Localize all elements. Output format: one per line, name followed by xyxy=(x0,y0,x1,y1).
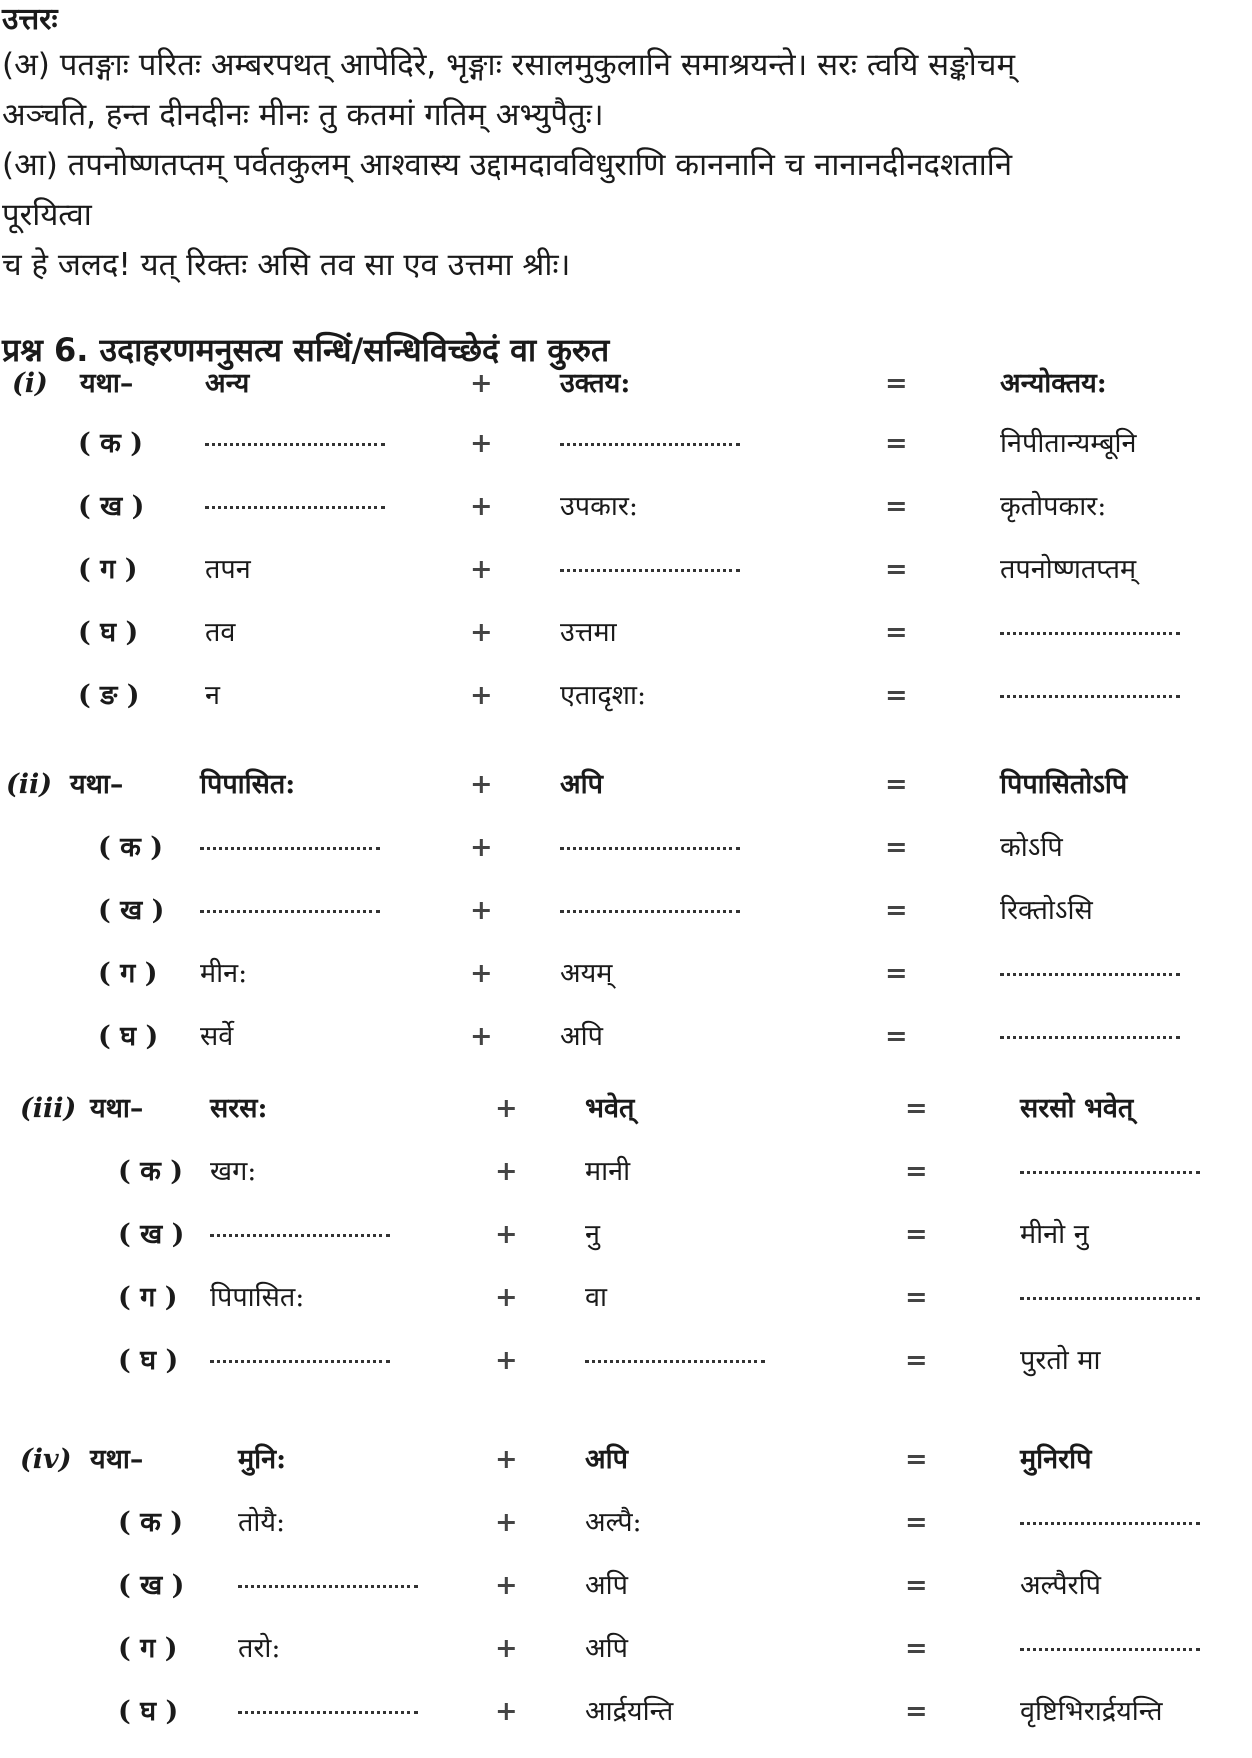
exercise-row xyxy=(0,1142,1252,1202)
example-row xyxy=(0,1430,1252,1490)
plus-sign: + xyxy=(495,1093,518,1124)
plus-sign: + xyxy=(470,491,493,522)
dotted-line xyxy=(560,569,740,572)
example-label: यथा– xyxy=(70,769,124,800)
term-a: सरस: xyxy=(210,1093,268,1124)
dotted-line xyxy=(1000,695,1180,698)
equals-sign: = xyxy=(905,1633,928,1664)
result: पिपासितोऽपि xyxy=(1000,769,1128,800)
row-label: ( क ) xyxy=(118,1507,184,1538)
exercise-row xyxy=(0,477,1252,537)
exercise-row xyxy=(0,1556,1252,1616)
result: कोऽपि xyxy=(1000,832,1063,863)
blank-term-a[interactable] xyxy=(238,1682,418,1742)
blank-term-a[interactable] xyxy=(200,881,380,941)
term-a: तव xyxy=(205,617,236,648)
term-b: अपि xyxy=(560,1021,603,1052)
exercise-row xyxy=(0,1007,1252,1067)
dotted-line xyxy=(1000,632,1180,635)
term-b: मानी xyxy=(585,1156,631,1187)
plus-sign: + xyxy=(470,554,493,585)
result: तपनोष्णतप्तम् xyxy=(1000,554,1137,585)
answer-line: (अ) पतङ्गाः परितः अम्बरपथत् आपेदिरे, भृङ्गाः रसालमुकुलानि समाश्रयन्ते। सरः त्वयि सङ्कोचम् xyxy=(2,47,1016,83)
example-row xyxy=(0,354,1252,414)
row-label: ( क ) xyxy=(98,832,164,863)
plus-sign: + xyxy=(495,1507,518,1538)
term-b: अपि xyxy=(585,1444,628,1475)
row-label: ( ख ) xyxy=(78,491,145,522)
term-a: तपन xyxy=(205,554,251,585)
equals-sign: = xyxy=(885,428,908,459)
term-a: पिपासित: xyxy=(200,769,296,800)
result: पुरतो मा xyxy=(1020,1345,1101,1376)
row-label: ( ग ) xyxy=(78,554,138,585)
term-b: वा xyxy=(585,1282,608,1313)
answer-section xyxy=(2,0,1248,290)
row-label: ( ग ) xyxy=(118,1633,178,1664)
blank-result[interactable] xyxy=(1020,1619,1200,1679)
term-a: खग: xyxy=(210,1156,257,1187)
term-a: मुनि: xyxy=(238,1444,287,1475)
example-row xyxy=(0,755,1252,815)
term-a: तोयै: xyxy=(238,1507,286,1538)
term-a: मीन: xyxy=(200,958,248,989)
row-label: ( घ ) xyxy=(98,1021,159,1052)
exercise-row xyxy=(0,666,1252,726)
dotted-line xyxy=(200,910,380,913)
plus-sign: + xyxy=(495,1444,518,1475)
row-label: ( ख ) xyxy=(98,895,165,926)
blank-result[interactable] xyxy=(1020,1268,1200,1328)
section-number: (iv) xyxy=(20,1444,72,1475)
example-label: यथा– xyxy=(90,1093,144,1124)
dotted-line xyxy=(1020,1522,1200,1525)
equals-sign: = xyxy=(905,1507,928,1538)
equals-sign: = xyxy=(905,1282,928,1313)
equals-sign: = xyxy=(885,680,908,711)
exercise-row xyxy=(0,1268,1252,1328)
term-b: आर्द्रयन्ति xyxy=(585,1696,674,1727)
row-label: ( ख ) xyxy=(118,1570,185,1601)
equals-sign: = xyxy=(885,491,908,522)
section-number: (iii) xyxy=(20,1093,77,1124)
result: मीनो नु xyxy=(1020,1219,1089,1250)
result: निपीतान्यम्बूनि xyxy=(1000,428,1137,459)
dotted-line xyxy=(205,506,385,509)
term-b: अपि xyxy=(585,1570,628,1601)
plus-sign: + xyxy=(470,832,493,863)
plus-sign: + xyxy=(470,769,493,800)
dotted-line xyxy=(560,910,740,913)
equals-sign: = xyxy=(905,1345,928,1376)
dotted-line xyxy=(585,1360,765,1363)
plus-sign: + xyxy=(495,1219,518,1250)
dotted-line xyxy=(1000,1036,1180,1039)
term-b: भवेत् xyxy=(585,1093,635,1124)
result: कृतोपकार: xyxy=(1000,491,1107,522)
exercise-row xyxy=(0,1493,1252,1553)
answer-heading: उत्तरः xyxy=(2,2,58,37)
exercise-row xyxy=(0,818,1252,878)
row-label: ( ख ) xyxy=(118,1219,185,1250)
blank-term-b[interactable] xyxy=(585,1331,765,1391)
equals-sign: = xyxy=(905,1570,928,1601)
dotted-line xyxy=(1020,1648,1200,1651)
plus-sign: + xyxy=(495,1345,518,1376)
answer-line: (आ) तपनोष्णतप्तम् पर्वतकुलम् आश्वास्य उद्दामदावविधुराणि काननानि च नानानदीनदशतानि xyxy=(2,147,1013,183)
plus-sign: + xyxy=(470,617,493,648)
exercise-row xyxy=(0,414,1252,474)
equals-sign: = xyxy=(905,1444,928,1475)
question-title: प्रश्न 6. उदाहरणमनुसत्य सन्धिं/सन्धिविच्छेदं वा कुरुत xyxy=(2,331,610,369)
example-label: यथा– xyxy=(80,368,134,399)
dotted-line xyxy=(200,847,380,850)
blank-term-a[interactable] xyxy=(200,818,380,878)
equals-sign: = xyxy=(885,769,908,800)
equals-sign: = xyxy=(905,1696,928,1727)
plus-sign: + xyxy=(470,1021,493,1052)
exercise-row xyxy=(0,540,1252,600)
row-label: ( घ ) xyxy=(118,1345,179,1376)
dotted-line xyxy=(238,1711,418,1714)
exercise-row xyxy=(0,944,1252,1004)
equals-sign: = xyxy=(885,617,908,648)
dotted-line xyxy=(205,443,385,446)
term-b: अल्पै: xyxy=(585,1507,642,1538)
term-b: अपि xyxy=(560,769,603,800)
blank-term-b[interactable] xyxy=(560,540,740,600)
blank-term-b[interactable] xyxy=(560,414,740,474)
dotted-line xyxy=(238,1585,418,1588)
exercise-row xyxy=(0,1331,1252,1391)
equals-sign: = xyxy=(905,1219,928,1250)
plus-sign: + xyxy=(495,1156,518,1187)
example-label: यथा– xyxy=(90,1444,144,1475)
row-label: ( ग ) xyxy=(118,1282,178,1313)
term-a: तरो: xyxy=(238,1633,281,1664)
blank-term-a[interactable] xyxy=(205,477,385,537)
dotted-line xyxy=(560,443,740,446)
equals-sign: = xyxy=(885,958,908,989)
dotted-line xyxy=(210,1360,390,1363)
term-a: न xyxy=(205,680,220,711)
blank-result[interactable] xyxy=(1020,1142,1200,1202)
plus-sign: + xyxy=(470,368,493,399)
equals-sign: = xyxy=(885,368,908,399)
row-label: ( ङ ) xyxy=(78,680,140,711)
plus-sign: + xyxy=(470,428,493,459)
blank-result[interactable] xyxy=(1020,1493,1200,1553)
result: अल्पैरपि xyxy=(1020,1570,1101,1601)
row-label: ( घ ) xyxy=(78,617,139,648)
plus-sign: + xyxy=(470,895,493,926)
term-a: पिपासित: xyxy=(210,1282,305,1313)
plus-sign: + xyxy=(495,1570,518,1601)
term-b: एतादृशा: xyxy=(560,680,647,711)
term-b: उक्तय: xyxy=(560,368,631,399)
blank-result[interactable] xyxy=(1000,1007,1180,1067)
example-row xyxy=(0,1079,1252,1139)
exercise-row xyxy=(0,1619,1252,1679)
answer-line: च हे जलद! यत् रिक्तः असि तव सा एव उत्तमा श्रीः। xyxy=(2,247,571,283)
blank-term-b[interactable] xyxy=(560,818,740,878)
term-a: अन्य xyxy=(205,368,250,399)
term-a: सर्वे xyxy=(200,1021,234,1052)
exercise-row xyxy=(0,1682,1252,1742)
term-b: अयम् xyxy=(560,958,613,989)
result: रिक्तोऽसि xyxy=(1000,895,1093,926)
result: मुनिरपि xyxy=(1020,1444,1092,1475)
section-number: (i) xyxy=(12,368,48,399)
term-b: नु xyxy=(585,1219,600,1250)
equals-sign: = xyxy=(905,1156,928,1187)
blank-result[interactable] xyxy=(1000,944,1180,1004)
equals-sign: = xyxy=(885,554,908,585)
blank-term-b[interactable] xyxy=(560,881,740,941)
plus-sign: + xyxy=(495,1696,518,1727)
blank-term-a[interactable] xyxy=(238,1556,418,1616)
term-b: उपकार: xyxy=(560,491,639,522)
row-label: ( क ) xyxy=(118,1156,184,1187)
blank-term-a[interactable] xyxy=(210,1205,390,1265)
equals-sign: = xyxy=(885,832,908,863)
equals-sign: = xyxy=(885,895,908,926)
result: सरसो भवेत् xyxy=(1020,1093,1134,1124)
blank-result[interactable] xyxy=(1000,666,1180,726)
plus-sign: + xyxy=(495,1633,518,1664)
dotted-line xyxy=(560,847,740,850)
answer-line: अञ्चति, हन्त दीनदीनः मीनः तु कतमां गतिम् अभ्युपैतुः। xyxy=(2,97,604,133)
plus-sign: + xyxy=(470,680,493,711)
dotted-line xyxy=(1000,973,1180,976)
term-b: उत्तमा xyxy=(560,617,617,648)
result: अन्योक्तय: xyxy=(1000,368,1107,399)
answer-line: पूरयित्वा xyxy=(2,197,92,233)
exercise-row xyxy=(0,881,1252,941)
exercise-row xyxy=(0,1205,1252,1265)
result: वृष्टिभिरार्द्रयन्ति xyxy=(1020,1696,1163,1727)
row-label: ( ग ) xyxy=(98,958,158,989)
dotted-line xyxy=(1020,1297,1200,1300)
plus-sign: + xyxy=(470,958,493,989)
term-b: अपि xyxy=(585,1633,628,1664)
equals-sign: = xyxy=(905,1093,928,1124)
section-number: (ii) xyxy=(6,769,53,800)
equals-sign: = xyxy=(885,1021,908,1052)
dotted-line xyxy=(1020,1171,1200,1174)
blank-term-a[interactable] xyxy=(210,1331,390,1391)
row-label: ( घ ) xyxy=(118,1696,179,1727)
blank-result[interactable] xyxy=(1000,603,1180,663)
blank-term-a[interactable] xyxy=(205,414,385,474)
dotted-line xyxy=(210,1234,390,1237)
row-label: ( क ) xyxy=(78,428,144,459)
plus-sign: + xyxy=(495,1282,518,1313)
exercise-row xyxy=(0,603,1252,663)
